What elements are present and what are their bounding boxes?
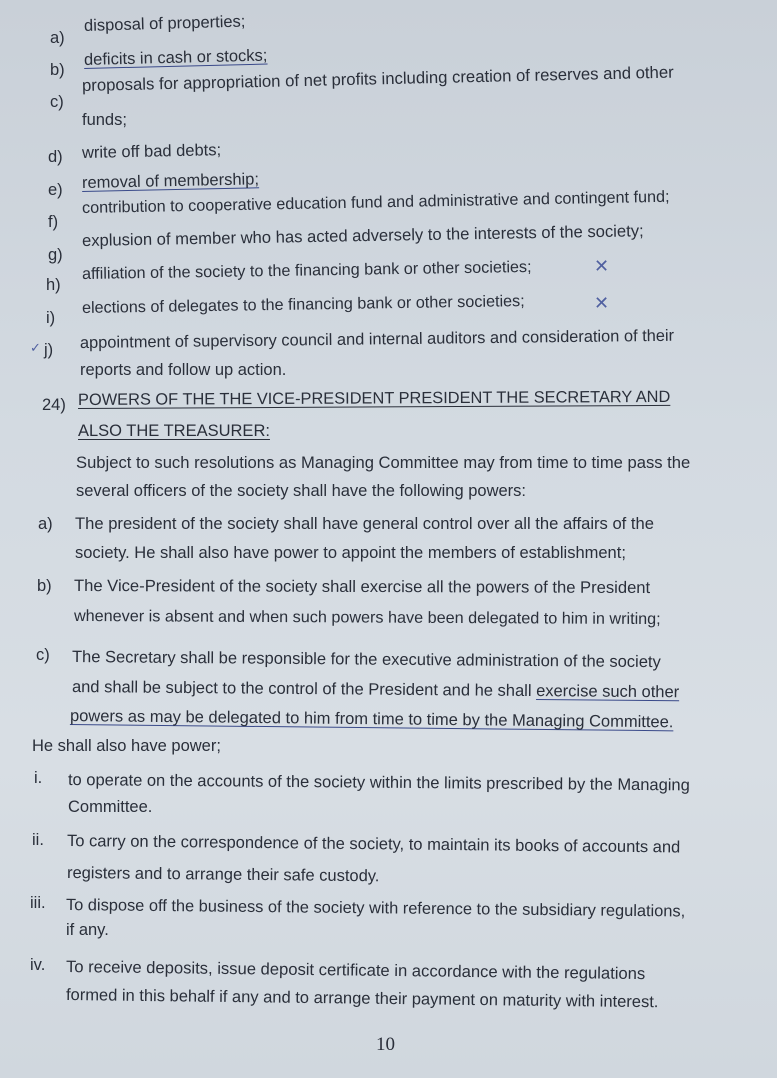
power-iv-text-cont: formed in this behalf if any and to arrange their payment on maturity with interest. (65, 986, 659, 1012)
power-a-label: a) (38, 515, 53, 533)
power-b-text: The Vice-President of the society shall exercise all the powers of the President (73, 576, 651, 598)
power-c-label: c) (36, 646, 50, 664)
section-heading: POWERS OF THE THE VICE-PRESIDENT PRESIDENT THE SECRETARY AND (77, 387, 671, 409)
page-number: 10 (376, 1034, 395, 1055)
power-a-text: The president of the society shall have general control over all the affairs of the (75, 514, 654, 533)
he-shall-also-have-power: He shall also have power; (32, 737, 221, 755)
power-c-underlined: exercise such other (536, 682, 680, 702)
item-c-text: proposals for appropriation of net profits including creation of reserves and other (81, 62, 674, 95)
item-f-label: f) (48, 213, 59, 231)
item-g-text: explusion of member who has acted adversely to the interests of the society; (81, 221, 644, 250)
power-c-text-plain: and shall be subject to the control of the President and he shall (71, 678, 537, 701)
item-e-text (82, 169, 259, 193)
item-a-text: disposal of properties; (83, 12, 246, 35)
section-intro-cont: several officers of the society shall have the following powers: (76, 482, 527, 500)
item-h-text: affiliation of the society to the financing bank or other societies; (81, 257, 532, 283)
item-b-text (84, 46, 268, 70)
handwritten-cross-mark: ✕ (594, 293, 610, 313)
item-d-text: write off bad debts; (81, 141, 222, 162)
power-b-label: b) (37, 577, 52, 595)
section-heading-cont: ALSO THE TREASURER: (78, 422, 270, 440)
item-g-label: g) (48, 246, 63, 264)
item-c-text-cont: funds; (82, 111, 127, 129)
item-a-label: a) (50, 29, 65, 47)
item-d-label: d) (48, 148, 63, 166)
power-c-text-cont2: powers as may be delegated to him from time to time by the Managing Committee. (69, 707, 674, 732)
handwritten-cross-mark: ✕ (594, 256, 610, 276)
item-e-underlined: removal of membership; (81, 170, 260, 192)
power-ii-text-cont: registers and to arrange their safe custody. (66, 864, 380, 886)
power-b-text-cont: whenever is absent and when such powers have been delegated to him in writing; (73, 607, 661, 629)
section-intro: Subject to such resolutions as Managing Committee may from time to time pass the (76, 453, 691, 472)
item-b-underlined: deficits in cash or stocks; (83, 46, 268, 69)
power-ii-label: ii. (32, 831, 44, 849)
power-a-text-cont: society. He shall also have power to appoint the members of establishment; (75, 544, 626, 562)
power-iv-label: iv. (30, 956, 46, 974)
item-j-text-cont: reports and follow up action. (80, 361, 287, 379)
power-c-text: The Secretary shall be responsible for the executive administration of the society (71, 648, 661, 672)
item-j-label: j) (44, 341, 54, 359)
item-i-text: elections of delegates to the financing bank or other societies; (81, 292, 525, 317)
item-c-label: c) (50, 93, 64, 111)
item-f-text: contribution to cooperative education fund and administrative and contingent fund; (81, 187, 670, 217)
item-e-label: e) (48, 181, 63, 199)
handwritten-tick-mark: ✓ (30, 340, 41, 355)
power-iv-text: To receive deposits, issue deposit certificate in accordance with the regulations (65, 957, 646, 984)
item-h-label: h) (46, 276, 61, 294)
power-c-text-cont (72, 677, 679, 702)
section-number: 24) (42, 396, 66, 414)
power-iii-text-cont: if any. (66, 921, 109, 939)
power-ii-text: To carry on the correspondence of the society, to maintain its books of accounts and (66, 832, 681, 857)
power-iii-text: To dispose off the business of the society with reference to the subsidiary regulations, (65, 896, 686, 921)
item-i-label: i) (46, 309, 56, 327)
power-iii-label: iii. (30, 894, 46, 912)
item-j-text: appointment of supervisory council and internal auditors and consideration of their (79, 326, 675, 352)
power-i-text: to operate on the accounts of the society within the limits prescribed by the Managing (67, 771, 690, 795)
power-i-text-cont: Committee. (68, 798, 153, 816)
power-i-label: i. (34, 769, 43, 787)
item-b-label: b) (50, 61, 65, 79)
